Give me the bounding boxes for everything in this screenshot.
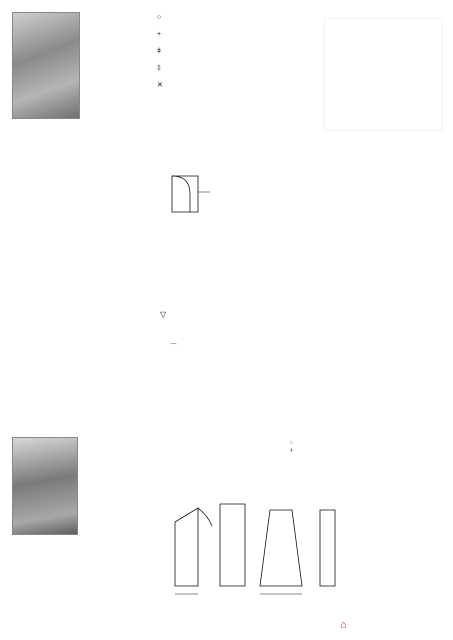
grundmuster-chart [355,537,447,609]
legend-stb [290,448,360,453]
legend-row [157,65,307,82]
legend-row [157,48,307,65]
watermark-house-icon: ⌂ [340,619,347,631]
bustier-schema [158,168,218,228]
main-stitch-chart [225,148,440,440]
chain-stitch-icon: ○ [157,14,162,21]
haekelzeichen-block [290,437,360,454]
model23-photo [12,12,80,119]
garment-schema [150,486,355,606]
treble-crochet-icon: ‡ [157,65,161,72]
legend-row [157,82,307,99]
top-stitch-chart [300,14,450,134]
top-chart-body [324,18,442,130]
loop-icon: ⌒ [170,344,177,351]
cross-stitch-icon: ✕ [157,82,163,89]
footer [0,612,453,640]
arrow-icon: ▽ [160,310,167,319]
double-crochet-icon: ǂ [290,448,293,454]
model24-header [80,437,146,438]
symbol-legend [157,14,307,99]
single-crochet-icon: + [157,31,162,38]
model23-header [82,12,152,15]
schema-top-dims [164,492,174,498]
lm-note [170,345,226,350]
double-crochet-icon: ǂ [157,48,162,55]
legend-chain [290,440,360,445]
legend-row [157,31,307,48]
chain-stitch-icon: ○ [290,440,293,445]
dstb-note [160,312,224,318]
model23-body [12,120,152,122]
aermel-chart [362,444,442,476]
model24-photo [12,437,78,535]
legend-row [157,14,307,31]
